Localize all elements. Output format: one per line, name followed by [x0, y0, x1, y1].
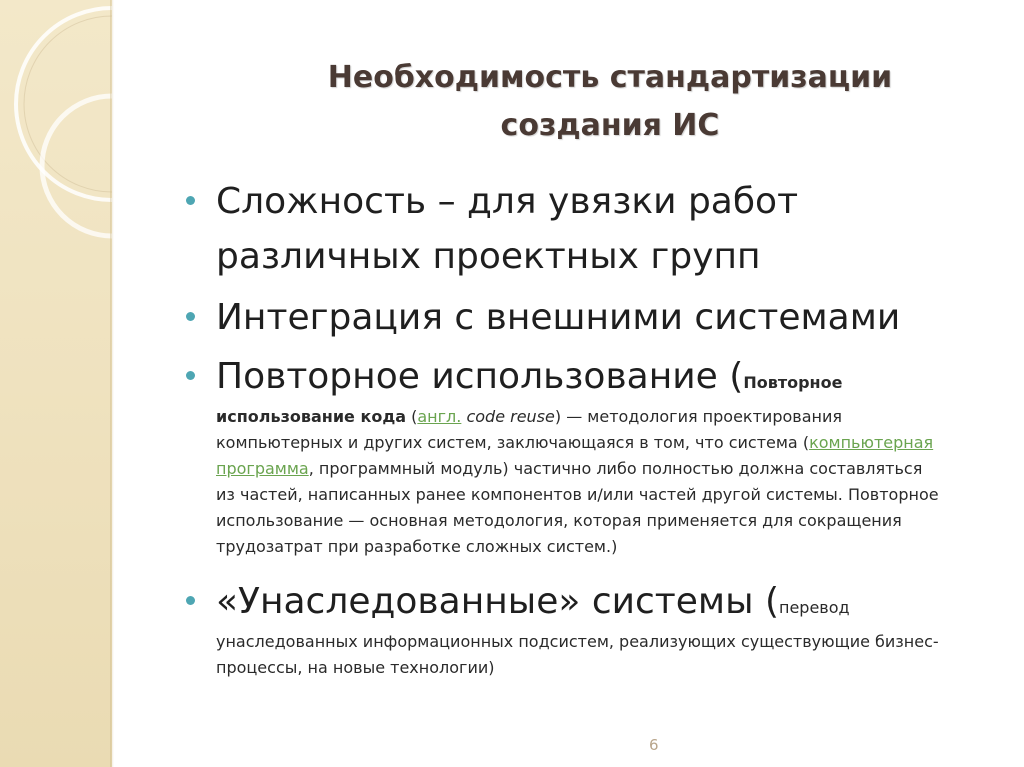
- detail-open: (: [406, 407, 418, 426]
- bullet-main-text: Повторное использование (: [216, 356, 744, 397]
- slide-title: [260, 54, 960, 150]
- bullet-dot-icon: [186, 371, 195, 380]
- bullet-item-complexity: [186, 174, 946, 284]
- bullet-dot-icon: [186, 596, 195, 605]
- bullet-dot-icon: [186, 312, 195, 321]
- bullet-main-text: «Унаследованные» системы (: [216, 581, 779, 622]
- detail-english-term: code reuse: [461, 407, 555, 426]
- page-number: 6: [649, 736, 659, 754]
- bullet-legacy-content: [216, 574, 946, 629]
- bullet-line-2: различных проектных групп: [216, 236, 761, 277]
- bullet-list: [186, 174, 946, 681]
- sidebar-divider: [110, 0, 114, 767]
- detail-lead: перевод: [779, 598, 850, 617]
- title-line-2: создания ИС: [500, 108, 720, 143]
- bullet-reuse-content: [216, 349, 946, 404]
- decorative-rings: [0, 0, 112, 767]
- bullet-line-1: Сложность – для увязки работ: [216, 181, 799, 222]
- bullet-main-text: [216, 174, 946, 284]
- link-angl[interactable]: англ.: [417, 407, 462, 426]
- bullet-item-legacy: [186, 574, 946, 681]
- bullet-detail-text: [216, 404, 946, 560]
- bullet-main-text: Интеграция с внешними системами: [216, 297, 901, 338]
- detail-rest: , программный модуль) частично либо полностью должна составляться из частей, написанных ранее компонентов и/или частей другой системы. Повторное использование — основная методология, которая применяется для сокращения трудозатрат при разработке сложных систем.): [216, 459, 939, 556]
- bullet-item-integration: [186, 290, 946, 345]
- link-computer-program[interactable]: компьютерная программа: [216, 433, 934, 478]
- detail-lead: Повторное: [743, 373, 843, 392]
- title-line-1: Необходимость стандартизации: [327, 60, 893, 95]
- bullet-dot-icon: [186, 196, 195, 205]
- bullet-item-reuse: [186, 349, 946, 560]
- bullet-detail-text: унаследованных информационных подсистем, реализующих существующие бизнес-процессы, на новые технологии): [216, 632, 939, 677]
- detail-bold: использование кода: [216, 407, 407, 426]
- decorative-sidebar: [0, 0, 112, 767]
- detail-after-en: ) — методология проектирования компьютерных и других систем, заключающаяся в том, что система (: [216, 407, 842, 452]
